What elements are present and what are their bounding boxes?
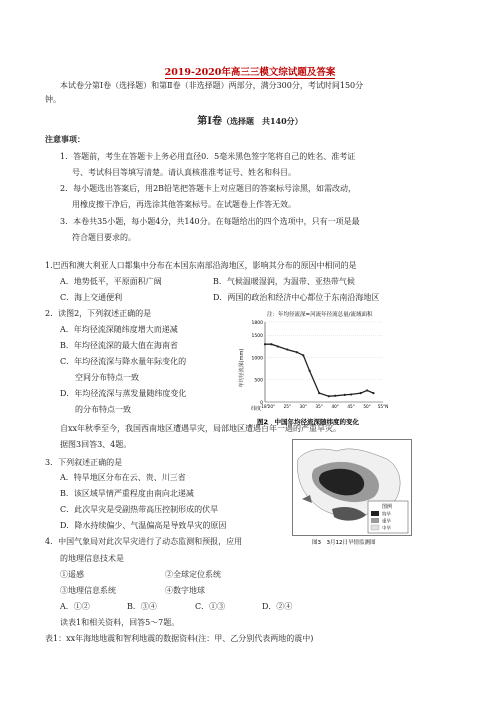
q4-item-4: ④数字地球	[165, 586, 205, 595]
note-line: 2．每小题选出答案后，用2B铅笔把答题卡上对应题目的答案标号涂黑，如需改动，	[60, 184, 357, 193]
q4-option-c: C．①③	[195, 602, 226, 611]
q1-option-c: C．海上交通便利	[60, 293, 123, 302]
y-tick-label: 1500	[251, 334, 263, 340]
data-point	[350, 393, 352, 395]
y-tick-label: 0	[260, 400, 263, 406]
x-tick-label: 20°	[267, 404, 276, 409]
q4-item-3: ③地理信息系统	[60, 586, 116, 595]
x-tick-label: 18°	[261, 404, 269, 409]
q4-stem-cont: 的地理信息技术是	[60, 554, 124, 563]
section-title-main: 第Ⅰ卷	[197, 116, 222, 127]
q2-option-c: C．年均径流深与降水量年际变化的	[60, 357, 187, 366]
q4-option-d: D．②④	[262, 602, 293, 611]
q2-option-d: D．年均径流深与蒸发量随纬度变化	[60, 389, 187, 398]
data-point	[286, 348, 288, 350]
q2-option-c-cont: 空间分布特点一致	[75, 373, 139, 382]
figure-3-map	[292, 439, 412, 547]
legend-swatch-moderate	[371, 525, 379, 530]
data-point	[277, 345, 279, 347]
note-line: 3．本卷共35小题，每小题4分，共140分。在每题给出的四个选项中，只有一项是最	[60, 217, 360, 226]
q3-option-a: A．特旱地区分布在云、贵、川三省	[60, 473, 186, 482]
figure-2-chart	[237, 308, 387, 428]
q4-stem: 4．中国气象局对此次旱灾进行了动态监测和预报，应用	[45, 537, 243, 546]
data-point	[302, 354, 304, 356]
legend-title: 图例	[382, 504, 393, 510]
q4-item-1: ①遥感	[60, 570, 84, 579]
legend-label-severe: 重旱	[382, 519, 391, 525]
data-point	[309, 370, 311, 372]
q2-option-b: B．年均径流深的最大值在海南省	[60, 341, 178, 350]
legend-swatch-extreme	[371, 511, 379, 516]
tail-line-2: 表1：xx年海地地震和智利地震的数据资料(注：甲、乙分别代表两地的震中)	[45, 634, 314, 643]
legend-swatch-severe	[371, 518, 379, 523]
x-ticks	[261, 404, 388, 409]
x-tick-label: 25°	[283, 404, 292, 409]
data-point	[372, 392, 374, 394]
data-point	[270, 343, 272, 345]
q3-option-c: C．此次旱灾是受副热带高压控制形成的伏旱	[60, 505, 219, 514]
note-line: 号、考试科目等填写清楚。请认真核准准考证号、姓名和科目。	[72, 168, 296, 177]
q4-option-a: A．①②	[60, 602, 90, 611]
q3-option-b: B．该区域旱情严重程度由南向北递减	[60, 489, 194, 498]
passage-line-2: 据图3回答3、4题。	[60, 440, 132, 449]
document-title: 2019-2020年高三三模文综试题及答案	[164, 67, 336, 78]
data-point	[264, 343, 266, 345]
q2-option-d-cont: 的分布特点一致	[75, 405, 131, 414]
q2-option-a: A．年均径流深随纬度增大而递减	[60, 325, 178, 334]
intro-line-2: 钟。	[45, 95, 61, 104]
y-tick-label: 500	[254, 378, 263, 384]
q1-stem: 1.巴西和澳大利亚人口都集中分布在本国东南部沿海地区，影响其分布的原因中相同的是	[45, 261, 357, 270]
tail-line-1: 读表1和相关资料，回答5～7题。	[60, 618, 180, 627]
q4-option-b: B．③④	[127, 602, 157, 611]
section-title-sub: （选择题 共140分）	[221, 116, 303, 126]
legend-label-moderate: 中旱	[382, 526, 391, 532]
note-line: 用橡皮擦干净后，再选涂其他答案标号。在试题卷上作答无效。	[72, 200, 296, 209]
q4-item-2: ②全球定位系统	[165, 570, 221, 579]
q3-stem: 3．下列叙述正确的是	[45, 458, 123, 467]
data-points	[264, 343, 375, 397]
x-tick-label: 40°	[331, 404, 339, 409]
intro-line-1: 本试卷分第Ⅰ卷（选择题）和第Ⅱ卷（非选择题）两部分，满分300分，考试时间150分	[60, 81, 364, 90]
figure-2-legend: 注：年均径流深=河流年径流总量/流域面积	[267, 312, 373, 318]
legend-label-extreme: 特旱	[382, 512, 391, 518]
x-tick-label: 50°	[363, 404, 371, 409]
note-line: 1．答题前，考生在答题卡上务必用直径0．5毫米黑色签字笔将自己的姓名、准考证	[60, 152, 356, 161]
data-point	[344, 394, 346, 396]
y-tick-label: 1800	[251, 320, 263, 326]
q3-option-d: D．降水持续偏少、气温偏高是导致旱灾的原因	[60, 521, 227, 530]
x-tick-label: 45°	[347, 404, 355, 409]
q2-stem: 2．读图2，下列叙述正确的是	[45, 309, 152, 318]
runoff-depth-line	[265, 344, 373, 396]
figure-2-xlabel: 纬度	[251, 406, 262, 412]
data-point	[296, 351, 298, 353]
figure-3-caption: 图3 3月12日旱情监测图	[312, 540, 376, 546]
data-point	[318, 392, 320, 394]
x-tick-label: 55°N	[377, 404, 389, 409]
data-point	[334, 395, 336, 397]
passage-line-1: 自xx年秋季至今，我国西南地区遭遇旱灾，局部地区遭遇百年一遇的严重旱灾。	[60, 424, 342, 433]
note-line: 符合题目要求的。	[72, 233, 136, 242]
section-title	[0, 112, 500, 127]
y-ticks	[252, 320, 383, 406]
data-point	[360, 392, 362, 394]
data-point	[328, 395, 330, 397]
x-tick-label: 35°	[315, 404, 323, 409]
y-tick-label: 1000	[251, 356, 263, 362]
q1-option-a: A．地势低平，平原面积广阔	[60, 277, 162, 286]
x-tick-label: 30°	[299, 404, 307, 409]
figure-2-ylabel: 年均径流深(mm)	[239, 348, 245, 388]
q1-option-b: B．气候温暖湿润，为温带、亚热带气候	[213, 277, 355, 286]
figure-2-caption: 图2 中国年均径流深随纬度的变化	[257, 418, 360, 426]
notes-heading: 注意事项：	[45, 134, 85, 144]
q1-option-d: D．两国的政治和经济中心都位于东南沿海地区	[213, 293, 380, 302]
data-point	[366, 389, 368, 391]
